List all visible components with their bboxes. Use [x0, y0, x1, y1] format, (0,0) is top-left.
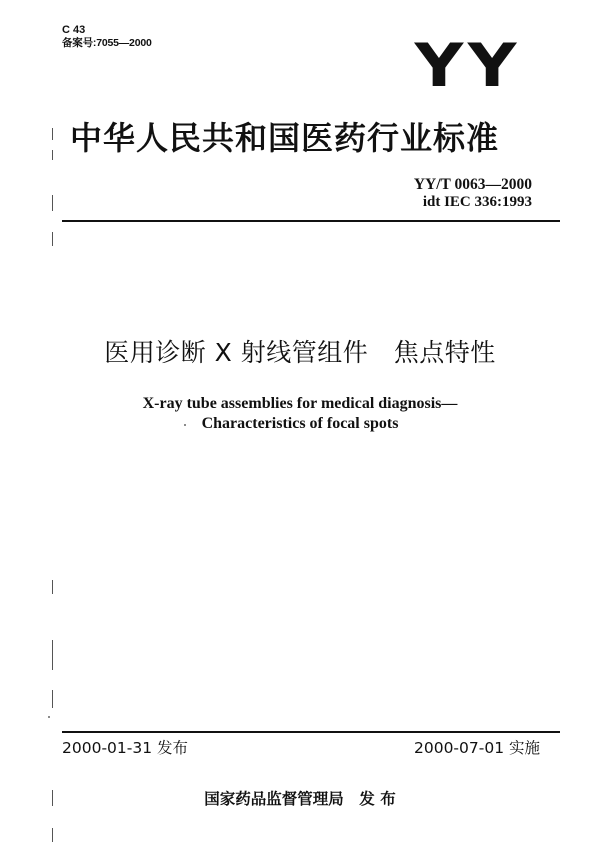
top-divider	[62, 220, 560, 222]
record-number: 备案号:7055—2000	[62, 37, 152, 49]
scan-edge-mark	[52, 690, 53, 708]
document-title-english-line2: Characteristics of focal spots	[201, 415, 399, 432]
scan-edge-mark	[52, 828, 53, 842]
yy-mark: YY	[414, 31, 521, 101]
issuing-authority: 国家药品监督管理局 发 布	[204, 790, 396, 808]
bottom-divider	[62, 731, 560, 733]
scan-edge-mark	[52, 195, 53, 211]
standard-number: YY/T 0063—2000	[413, 176, 532, 193]
document-title-chinese: 医用诊断 X 射线管组件 焦点特性	[104, 338, 496, 367]
standard-series-title: 中华人民共和国医药行业标准	[70, 119, 500, 157]
identical-standard: idt IEC 336:1993	[422, 194, 532, 210]
scan-edge-mark	[52, 150, 53, 160]
scan-edge-mark	[52, 232, 53, 246]
classification-code: C 43	[62, 24, 86, 36]
scan-edge-mark	[52, 128, 53, 140]
issue-date: 2000-01-31 发布	[62, 739, 189, 757]
scan-speck	[48, 716, 50, 718]
scan-edge-mark	[52, 640, 53, 670]
implementation-date: 2000-07-01 实施	[413, 739, 540, 757]
document-title-english-line1: X-ray tube assemblies for medical diagnosis—	[142, 395, 458, 412]
scan-edge-mark	[52, 580, 53, 594]
